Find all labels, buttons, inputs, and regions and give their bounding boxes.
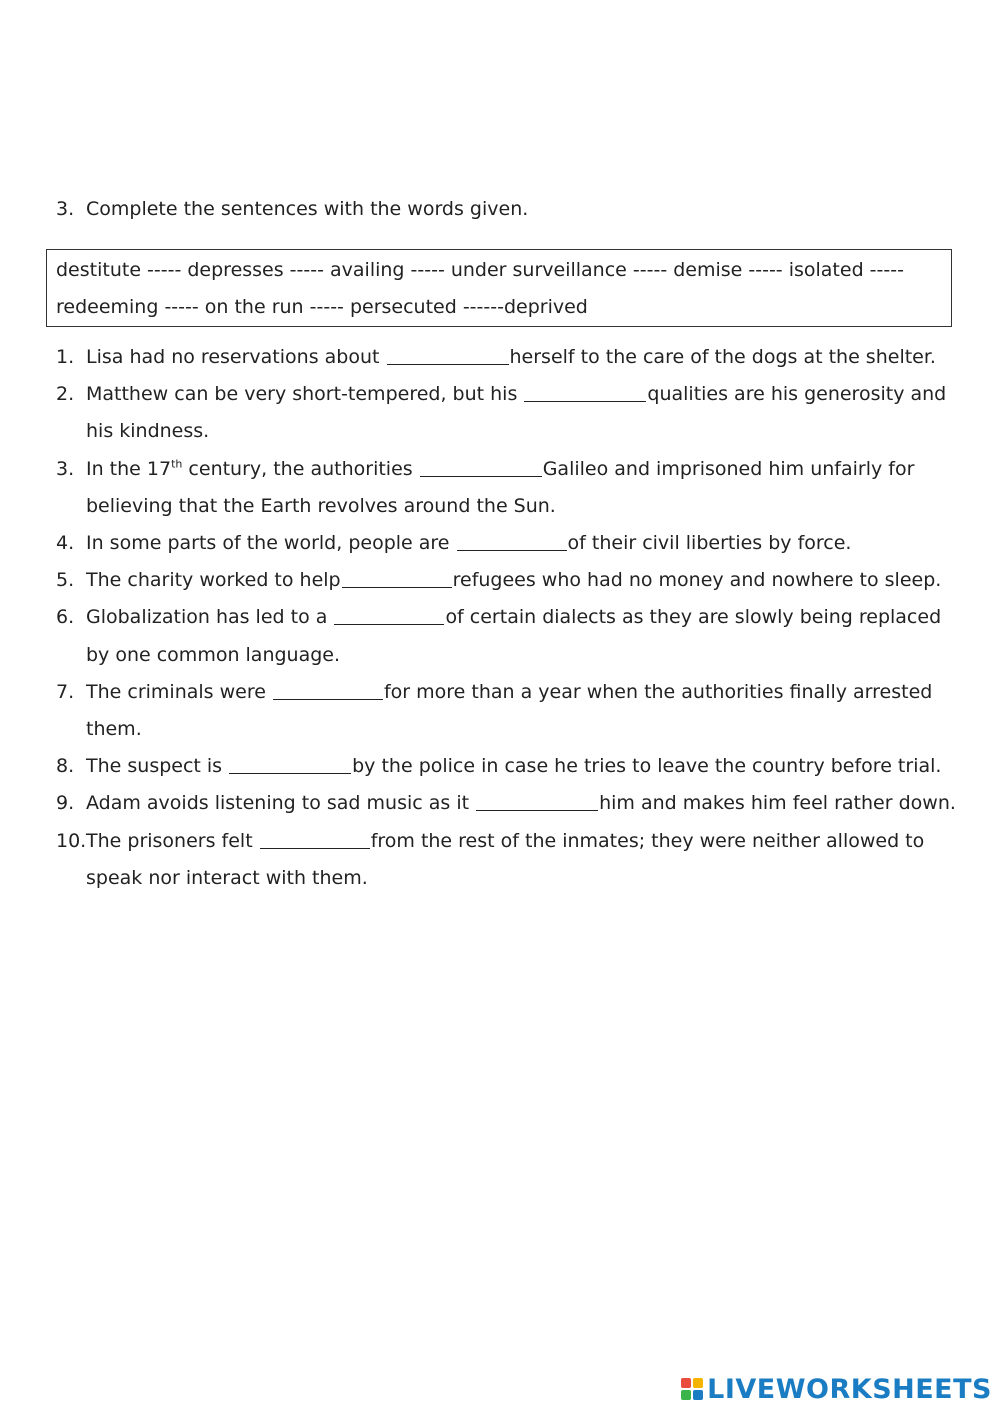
sentence-item bbox=[56, 748, 956, 785]
logo-tile bbox=[693, 1378, 703, 1388]
sentence-text-before: Matthew can be very short-tempered, but his bbox=[86, 383, 524, 406]
answer-blank[interactable] bbox=[273, 680, 383, 700]
sentence-number: 4. bbox=[56, 532, 75, 555]
sentence-item bbox=[56, 451, 956, 525]
sentence-text-before: In some parts of the world, people are bbox=[86, 532, 456, 555]
logo-text: LIVEWORKSHEETS bbox=[707, 1373, 992, 1405]
word-bank-box bbox=[46, 249, 952, 327]
sentence-number: 10. bbox=[56, 829, 87, 852]
sentence-text-after: by the police in case he tries to leave the country before trial. bbox=[352, 755, 942, 778]
sentence-number: 7. bbox=[56, 680, 75, 703]
task-heading bbox=[56, 196, 956, 222]
sentence-text-before: The criminals were bbox=[86, 680, 272, 703]
sentence-text-before: Lisa had no reservations about bbox=[86, 346, 386, 368]
answer-blank[interactable] bbox=[334, 605, 444, 625]
answer-blank[interactable] bbox=[420, 457, 542, 477]
sentence-text-after: herself to the care of the dogs at the shelter. bbox=[509, 346, 936, 368]
logo-tiles-icon bbox=[681, 1378, 703, 1400]
sentence-text-after: refugees who had no money and nowhere to sleep. bbox=[452, 569, 942, 592]
logo-tile bbox=[693, 1390, 703, 1400]
word-bank-line-2: redeeming ----- on the run ----- persecuted ------deprived bbox=[56, 296, 588, 318]
sentence-text-after: of their civil liberties by force. bbox=[567, 532, 852, 555]
answer-blank[interactable] bbox=[229, 754, 351, 774]
word-bank-line-1: destitute ----- depresses ----- availing ----- under surveillance ----- demise ----- isolated ----- bbox=[56, 259, 904, 281]
liveworksheets-logo bbox=[681, 1371, 992, 1407]
sentence-item bbox=[56, 562, 956, 599]
sentence-text-before: The charity worked to help bbox=[86, 569, 341, 592]
logo-tile bbox=[681, 1390, 691, 1400]
superscript-th: th bbox=[171, 457, 183, 471]
sentence-text-before: Adam avoids listening to sad music as it bbox=[86, 792, 476, 815]
sentence-item bbox=[56, 339, 956, 376]
sentence-text-after: qualities are his generosity and his kindness. bbox=[86, 383, 947, 443]
sentence-text-before: Globalization has led to a bbox=[86, 606, 334, 629]
sentence-text-before: The suspect is bbox=[86, 755, 229, 778]
sentence-number: 5. bbox=[56, 569, 75, 592]
sentence-number: 8. bbox=[56, 755, 75, 778]
sentence-text-after: him and makes him feel rather down. bbox=[599, 792, 956, 815]
task-instruction: Complete the sentences with the words given. bbox=[86, 198, 529, 220]
answer-blank[interactable] bbox=[260, 829, 370, 849]
sentence-number: 3. bbox=[56, 457, 75, 480]
answer-blank[interactable] bbox=[524, 382, 646, 402]
sentence-text-before: In the 17 bbox=[86, 457, 172, 480]
sentence-text-before-cont: century, the authorities bbox=[182, 457, 419, 480]
task-number: 3. bbox=[56, 198, 75, 220]
sentence-item bbox=[56, 823, 956, 897]
sentence-text-after: for more than a year when the authorities finally arrested them. bbox=[86, 680, 933, 741]
sentence-item bbox=[56, 785, 956, 822]
sentence-text-after: from the rest of the inmates; they were neither allowed to speak nor interact with them. bbox=[86, 829, 925, 889]
sentence-number: 6. bbox=[56, 606, 75, 629]
sentence-item bbox=[56, 525, 956, 562]
answer-blank[interactable] bbox=[342, 568, 452, 588]
sentence-number: 1. bbox=[56, 346, 75, 368]
sentence-text-before: The prisoners felt bbox=[86, 829, 259, 852]
answer-blank[interactable] bbox=[387, 345, 509, 365]
sentence-item bbox=[56, 376, 956, 450]
sentence-number: 9. bbox=[56, 792, 75, 815]
logo-tile bbox=[681, 1378, 691, 1388]
answer-blank[interactable] bbox=[457, 531, 567, 551]
sentence-list bbox=[56, 339, 956, 897]
sentence-number: 2. bbox=[56, 383, 75, 406]
sentence-text-after: of certain dialects as they are slowly being replaced by one common language. bbox=[86, 606, 942, 666]
sentence-item bbox=[56, 599, 956, 673]
sentence-text-after: Galileo and imprisoned him unfairly for believing that the Earth revolves around the Sun. bbox=[86, 457, 915, 517]
answer-blank[interactable] bbox=[476, 791, 598, 811]
sentence-item bbox=[56, 674, 956, 748]
